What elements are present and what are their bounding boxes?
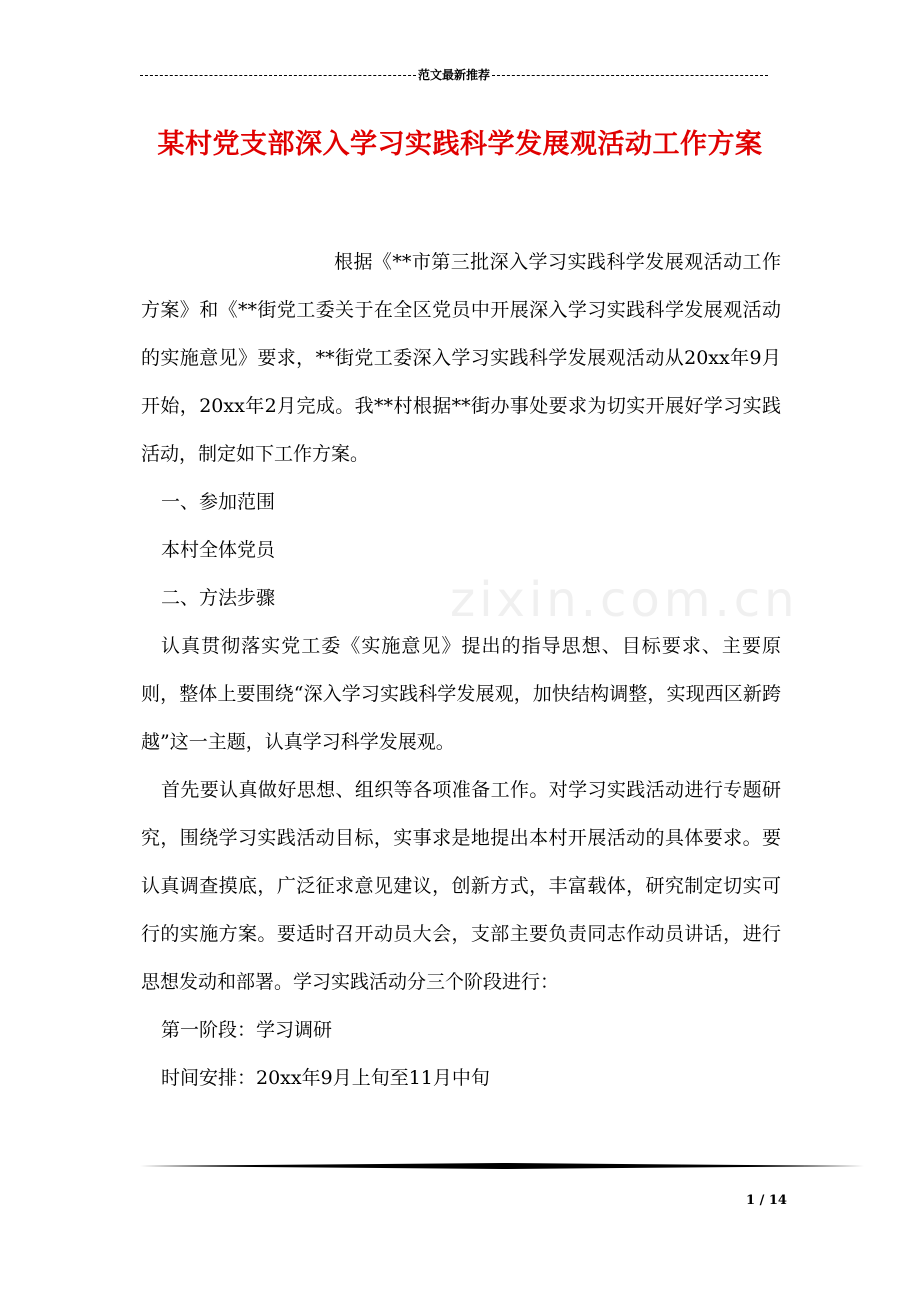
paragraph-intro: 根据《**市第三批深入学习实践科学发展观活动工作方案》和《**街党工委关于在全区党员中开展深入学习实践科学发展观活动的实施意见》要求，**街党工委深入学习实践科学发展观活动从20xx年9月开始，20xx年2月完成。我**村根据**街办事处要求为切实开展好学习实践活动，制定如下工作方案。: [141, 251, 781, 465]
header-dash-left: [140, 75, 416, 76]
phase-schedule: 时间安排：20xx年9月上旬至11月中旬: [161, 1067, 490, 1089]
footer-rule: [140, 1163, 864, 1169]
watermark: zixin.com.cn: [450, 572, 799, 628]
paragraph-preparation: 首先要认真做好思想、组织等各项准备工作。对学习实践活动进行专题研究，围绕学习实践活动目标，实事求是地提出本村开展活动的具体要求。要认真调查摸底，广泛征求意见建议，创新方式，丰富载体，研究制定切实可行的实施方案。要适时召开动员大会，支部主要负责同志作动员讲话，进行思想发动和部署。学习实践活动分三个阶段进行：: [141, 779, 781, 993]
section-heading-method: 二、方法步骤: [161, 587, 276, 609]
header-label: 范文最新推荐: [418, 67, 491, 82]
document-body: [141, 238, 781, 1102]
page-number: 1 / 14: [746, 1193, 787, 1208]
header-dash-right: [492, 75, 768, 76]
document-title: 某村党支部深入学习实践科学发展观活动工作方案: [157, 129, 763, 160]
paragraph-scope: 本村全体党员: [161, 539, 276, 561]
phase-heading: 第一阶段：学习调研: [161, 1019, 333, 1041]
paragraph-method: 认真贯彻落实党工委《实施意见》提出的指导思想、目标要求、主要原则，整体上要围绕“深入学习实践科学发展观，加快结构调整，实现西区新跨越”这一主题，认真学习科学发展观。: [141, 635, 781, 753]
section-heading-scope: 一、参加范围: [161, 491, 276, 513]
header-banner: [140, 64, 768, 84]
